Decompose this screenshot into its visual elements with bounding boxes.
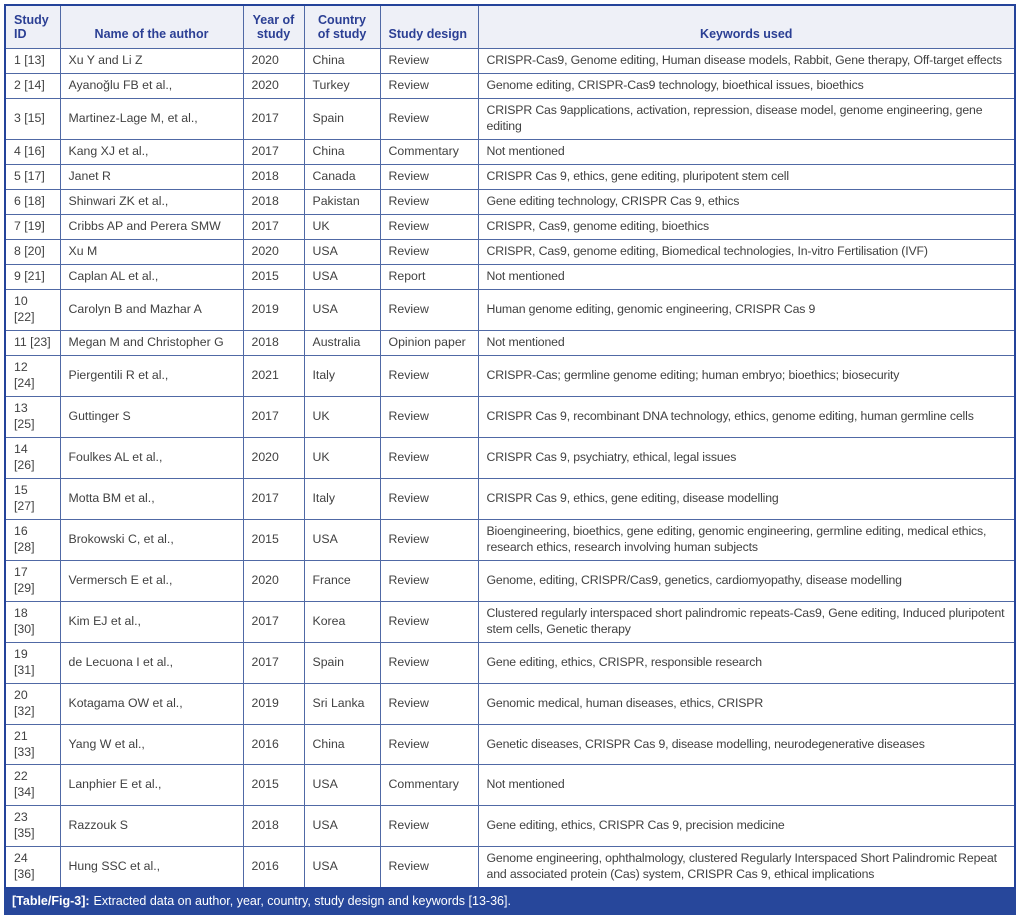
cell-year: 2015 [243, 519, 304, 560]
table-row [5, 139, 1015, 164]
cell-design: Review [380, 642, 478, 683]
table-row [5, 601, 1015, 642]
cell-id: 13 [25] [5, 396, 60, 437]
cell-year: 2019 [243, 683, 304, 724]
cell-design: Review [380, 724, 478, 765]
cell-design: Commentary [380, 139, 478, 164]
column-header-country: Country of study [304, 5, 380, 49]
cell-author: Motta BM et al., [60, 478, 243, 519]
cell-keywords: CRISPR-Cas9, Genome editing, Human disease models, Rabbit, Gene therapy, Off-target effects [478, 49, 1015, 74]
cell-id: 1 [13] [5, 49, 60, 74]
cell-country: USA [304, 519, 380, 560]
cell-id: 2 [14] [5, 73, 60, 98]
cell-author: Martinez-Lage M, et al., [60, 98, 243, 139]
cell-author: Megan M and Christopher G [60, 330, 243, 355]
cell-year: 2020 [243, 437, 304, 478]
cell-year: 2017 [243, 642, 304, 683]
cell-design: Commentary [380, 765, 478, 806]
cell-id: 23 [35] [5, 806, 60, 847]
cell-keywords: CRISPR Cas 9, psychiatry, ethical, legal issues [478, 437, 1015, 478]
column-header-study-design: Study design [380, 5, 478, 49]
cell-id: 12 [24] [5, 355, 60, 396]
cell-author: Lanphier E et al., [60, 765, 243, 806]
cell-id: 22 [34] [5, 765, 60, 806]
table-row [5, 214, 1015, 239]
cell-design: Review [380, 355, 478, 396]
cell-year: 2017 [243, 601, 304, 642]
table-row [5, 189, 1015, 214]
cell-keywords: Genome editing, CRISPR-Cas9 technology, bioethical issues, bioethics [478, 73, 1015, 98]
cell-year: 2018 [243, 189, 304, 214]
cell-design: Review [380, 560, 478, 601]
table-row [5, 765, 1015, 806]
cell-keywords: Not mentioned [478, 765, 1015, 806]
cell-author: Vermersch E et al., [60, 560, 243, 601]
cell-country: USA [304, 765, 380, 806]
cell-design: Review [380, 683, 478, 724]
cell-author: Foulkes AL et al., [60, 437, 243, 478]
cell-country: UK [304, 214, 380, 239]
cell-year: 2018 [243, 806, 304, 847]
cell-country: Canada [304, 164, 380, 189]
cell-design: Review [380, 847, 478, 888]
cell-author: Kim EJ et al., [60, 601, 243, 642]
cell-design: Review [380, 478, 478, 519]
table-row [5, 642, 1015, 683]
cell-design: Review [380, 289, 478, 330]
cell-country: Italy [304, 355, 380, 396]
table-row [5, 724, 1015, 765]
cell-country: Pakistan [304, 189, 380, 214]
cell-year: 2020 [243, 560, 304, 601]
cell-country: UK [304, 437, 380, 478]
figure-container [4, 4, 1016, 915]
cell-design: Report [380, 264, 478, 289]
cell-author: Razzouk S [60, 806, 243, 847]
cell-year: 2020 [243, 49, 304, 74]
cell-id: 20 [32] [5, 683, 60, 724]
cell-keywords: CRISPR Cas 9, ethics, gene editing, pluripotent stem cell [478, 164, 1015, 189]
table-row [5, 560, 1015, 601]
cell-keywords: CRISPR, Cas9, genome editing, bioethics [478, 214, 1015, 239]
cell-design: Review [380, 601, 478, 642]
table-row [5, 289, 1015, 330]
cell-country: USA [304, 806, 380, 847]
cell-country: Spain [304, 642, 380, 683]
cell-id: 19 [31] [5, 642, 60, 683]
cell-year: 2016 [243, 724, 304, 765]
cell-keywords: Not mentioned [478, 139, 1015, 164]
cell-country: Sri Lanka [304, 683, 380, 724]
cell-design: Review [380, 164, 478, 189]
column-header-keywords: Keywords used [478, 5, 1015, 49]
cell-year: 2018 [243, 330, 304, 355]
cell-keywords: CRISPR Cas 9applications, activation, repression, disease model, genome engineering, gene editing [478, 98, 1015, 139]
cell-year: 2015 [243, 765, 304, 806]
extracted-data-table [4, 4, 1016, 889]
cell-design: Review [380, 396, 478, 437]
cell-country: USA [304, 289, 380, 330]
cell-country: Spain [304, 98, 380, 139]
table-row [5, 519, 1015, 560]
table-row [5, 330, 1015, 355]
table-row [5, 847, 1015, 888]
cell-keywords: Gene editing, ethics, CRISPR Cas 9, precision medicine [478, 806, 1015, 847]
cell-design: Opinion paper [380, 330, 478, 355]
cell-author: Janet R [60, 164, 243, 189]
header-row [5, 5, 1015, 49]
cell-id: 17 [29] [5, 560, 60, 601]
cell-id: 15 [27] [5, 478, 60, 519]
cell-keywords: Genetic diseases, CRISPR Cas 9, disease modelling, neurodegenerative diseases [478, 724, 1015, 765]
cell-keywords: CRISPR Cas 9, recombinant DNA technology, ethics, genome editing, human germline cells [478, 396, 1015, 437]
cell-design: Review [380, 73, 478, 98]
cell-keywords: CRISPR Cas 9, ethics, gene editing, disease modelling [478, 478, 1015, 519]
cell-author: Guttinger S [60, 396, 243, 437]
table-row [5, 396, 1015, 437]
table-row [5, 49, 1015, 74]
cell-year: 2017 [243, 139, 304, 164]
table-row [5, 683, 1015, 724]
cell-author: Kang XJ et al., [60, 139, 243, 164]
cell-id: 5 [17] [5, 164, 60, 189]
cell-year: 2021 [243, 355, 304, 396]
cell-author: Ayanoğlu FB et al., [60, 73, 243, 98]
table-row [5, 355, 1015, 396]
column-header-author-name: Name of the author [60, 5, 243, 49]
cell-year: 2018 [243, 164, 304, 189]
caption-label: [Table/Fig-3]: [12, 894, 90, 909]
cell-keywords: CRISPR-Cas; germline genome editing; human embryo; bioethics; biosecurity [478, 355, 1015, 396]
cell-keywords: Bioengineering, bioethics, gene editing, genomic engineering, germline editing, medical ethics, research ethics, research involving human subjects [478, 519, 1015, 560]
cell-country: Korea [304, 601, 380, 642]
cell-keywords: Genome, editing, CRISPR/Cas9, genetics, cardiomyopathy, disease modelling [478, 560, 1015, 601]
cell-design: Review [380, 519, 478, 560]
cell-id: 7 [19] [5, 214, 60, 239]
cell-id: 11 [23] [5, 330, 60, 355]
cell-author: Hung SSC et al., [60, 847, 243, 888]
cell-keywords: Not mentioned [478, 264, 1015, 289]
cell-author: Kotagama OW et al., [60, 683, 243, 724]
cell-design: Review [380, 49, 478, 74]
cell-design: Review [380, 189, 478, 214]
cell-author: Cribbs AP and Perera SMW [60, 214, 243, 239]
cell-country: UK [304, 396, 380, 437]
cell-year: 2019 [243, 289, 304, 330]
table-row [5, 264, 1015, 289]
column-header-year: Year of study [243, 5, 304, 49]
cell-author: Brokowski C, et al., [60, 519, 243, 560]
cell-design: Review [380, 239, 478, 264]
table-row [5, 164, 1015, 189]
cell-author: Xu M [60, 239, 243, 264]
cell-design: Review [380, 214, 478, 239]
table-row [5, 478, 1015, 519]
cell-keywords: Clustered regularly interspaced short palindromic repeats-Cas9, Gene editing, Induced pluripotent stem cells, Genetic therapy [478, 601, 1015, 642]
cell-author: Carolyn B and Mazhar A [60, 289, 243, 330]
cell-keywords: Gene editing technology, CRISPR Cas 9, ethics [478, 189, 1015, 214]
cell-keywords: Not mentioned [478, 330, 1015, 355]
cell-author: Yang W et al., [60, 724, 243, 765]
cell-year: 2017 [243, 396, 304, 437]
cell-country: USA [304, 847, 380, 888]
cell-country: Italy [304, 478, 380, 519]
cell-keywords: Gene editing, ethics, CRISPR, responsible research [478, 642, 1015, 683]
table-row [5, 437, 1015, 478]
cell-author: de Lecuona I et al., [60, 642, 243, 683]
cell-year: 2017 [243, 478, 304, 519]
cell-country: Turkey [304, 73, 380, 98]
cell-design: Review [380, 806, 478, 847]
cell-year: 2017 [243, 98, 304, 139]
cell-year: 2017 [243, 214, 304, 239]
table-row [5, 239, 1015, 264]
cell-year: 2016 [243, 847, 304, 888]
cell-country: USA [304, 239, 380, 264]
cell-country: China [304, 139, 380, 164]
figure-caption [4, 889, 1016, 915]
cell-id: 24 [36] [5, 847, 60, 888]
cell-country: USA [304, 264, 380, 289]
cell-id: 16 [28] [5, 519, 60, 560]
cell-id: 9 [21] [5, 264, 60, 289]
cell-id: 4 [16] [5, 139, 60, 164]
cell-id: 14 [26] [5, 437, 60, 478]
cell-id: 6 [18] [5, 189, 60, 214]
table-header [5, 5, 1015, 49]
cell-design: Review [380, 98, 478, 139]
cell-id: 21 [33] [5, 724, 60, 765]
cell-author: Shinwari ZK et al., [60, 189, 243, 214]
caption-text: Extracted data on author, year, country, study design and keywords [13-36]. [93, 894, 511, 909]
cell-id: 10 [22] [5, 289, 60, 330]
table-body [5, 49, 1015, 889]
cell-year: 2015 [243, 264, 304, 289]
cell-keywords: Genomic medical, human diseases, ethics, CRISPR [478, 683, 1015, 724]
cell-id: 3 [15] [5, 98, 60, 139]
cell-author: Piergentili R et al., [60, 355, 243, 396]
table-row [5, 73, 1015, 98]
cell-keywords: Genome engineering, ophthalmology, clustered Regularly Interspaced Short Palindromic Repeat and associated protein (Cas) system, CRISPR Cas 9, ethical implications [478, 847, 1015, 888]
table-row [5, 806, 1015, 847]
cell-id: 18 [30] [5, 601, 60, 642]
cell-country: France [304, 560, 380, 601]
cell-keywords: Human genome editing, genomic engineering, CRISPR Cas 9 [478, 289, 1015, 330]
cell-author: Xu Y and Li Z [60, 49, 243, 74]
cell-country: China [304, 724, 380, 765]
cell-author: Caplan AL et al., [60, 264, 243, 289]
table-row [5, 98, 1015, 139]
cell-year: 2020 [243, 73, 304, 98]
cell-keywords: CRISPR, Cas9, genome editing, Biomedical technologies, In-vitro Fertilisation (IVF) [478, 239, 1015, 264]
column-header-study-id: Study ID [5, 5, 60, 49]
cell-year: 2020 [243, 239, 304, 264]
cell-country: China [304, 49, 380, 74]
cell-design: Review [380, 437, 478, 478]
cell-country: Australia [304, 330, 380, 355]
cell-id: 8 [20] [5, 239, 60, 264]
